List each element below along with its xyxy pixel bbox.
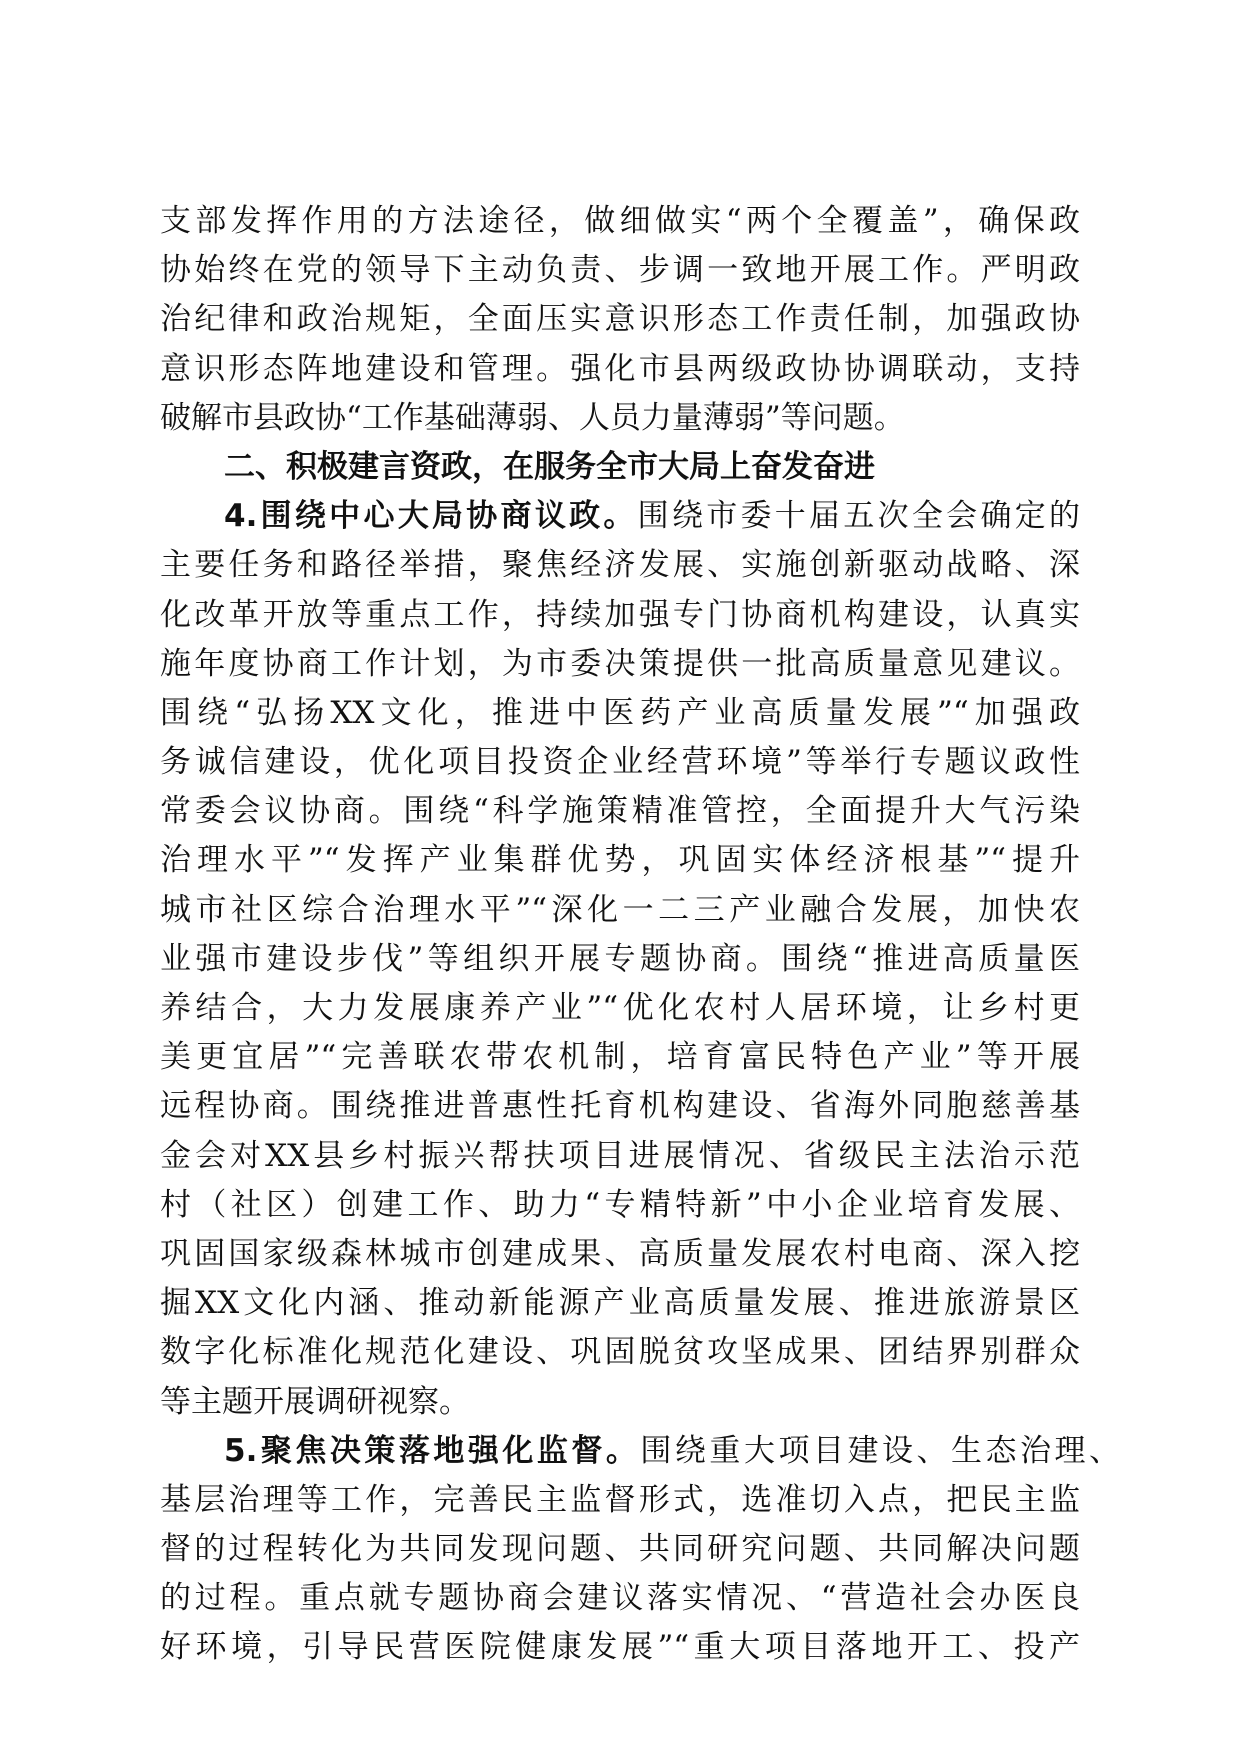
- item-4-first-line: 围绕市委十届五次全会确定的: [637, 498, 1080, 535]
- text-line: 的过程。重点就专题协商会建议落实情况、“营造社会办医良: [160, 1580, 1080, 1617]
- text-line: 基层治理等工作，完善民主监督形式，选准切入点，把民主监: [160, 1481, 1080, 1518]
- text-line: 掘XX文化内涵、推动新能源产业高质量发展、推进旅游景区: [160, 1285, 1080, 1322]
- text-line: 常委会议协商。围绕“科学施策精准管控，全面提升大气污染: [160, 793, 1080, 830]
- section-heading: 二、积极建言资政，在服务全市大局上奋发奋进: [224, 448, 875, 485]
- document-page: [160, 197, 1120, 1673]
- text-line: 数字化标准化规范化建设、巩固脱贫攻坚成果、团结界别群众: [160, 1334, 1080, 1371]
- text-line: 务诚信建设，优化项目投资企业经营环境”等举行专题议政性: [160, 744, 1080, 781]
- text-line: 远程协商。围绕推进普惠性托育机构建设、省海外同胞慈善基: [160, 1088, 1080, 1125]
- text-line: 意识形态阵地建设和管理。强化市县两级政协协调联动，支持: [160, 350, 1080, 387]
- text-line: 等主题开展调研视察。: [160, 1383, 470, 1420]
- text-line: [160, 1427, 1120, 1476]
- text-line: [160, 492, 1080, 541]
- text-line: 美更宜居”“完善联农带农机制，培育富民特色产业”等开展: [160, 1039, 1080, 1076]
- text-line: 治理水平”“发挥产业集群优势，巩固实体经济根基”“提升: [160, 842, 1080, 879]
- text-line: 巩固国家级森林城市创建成果、高质量发展农村电商、深入挖: [160, 1235, 1080, 1272]
- text-line: 村（社区）创建工作、助力“专精特新”中小企业培育发展、: [160, 1186, 1080, 1223]
- text-line: 化改革开放等重点工作，持续加强专门协商机构建设，认真实: [160, 596, 1080, 633]
- text-line: 主要任务和路径举措，聚焦经济发展、实施创新驱动战略、深: [160, 547, 1080, 584]
- text-line: 支部发挥作用的方法途径，做细做实“两个全覆盖”，确保政: [160, 203, 1080, 239]
- text-line: 治纪律和政治规矩，全面压实意识形态工作责任制，加强政协: [160, 301, 1080, 338]
- text-line: 破解市县政协“工作基础薄弱、人员力量薄弱”等问题。: [160, 399, 905, 436]
- text-line: 城市社区综合治理水平”“深化一二三产业融合发展，加快农: [160, 891, 1080, 928]
- text-line: 业强市建设步伐”等组织开展专题协商。围绕“推进高质量医: [160, 940, 1080, 977]
- text-line: 协始终在党的领导下主动负责、步调一致地开展工作。严明政: [160, 252, 1080, 289]
- text-line: 养结合，大力发展康养产业”“优化农村人居环境，让乡村更: [160, 990, 1080, 1026]
- paragraph-party-branch: [160, 197, 1080, 443]
- paragraph-item-5: [160, 1427, 1120, 1673]
- item-4-lead: 4.围绕中心大局协商议政。: [224, 498, 638, 535]
- text-line: 好环境，引导民营医院健康发展”“重大项目落地开工、投产: [160, 1629, 1080, 1666]
- text-line: 督的过程转化为共同发现问题、共同研究问题、共同解决问题: [160, 1531, 1080, 1568]
- item-5-lead: 5.聚焦决策落地强化监督。: [224, 1432, 641, 1469]
- text-line: 施年度协商工作计划，为市委决策提供一批高质量意见建议。: [160, 645, 1080, 682]
- text-line: 金会对XX县乡村振兴帮扶项目进展情况、省级民主法治示范: [160, 1137, 1080, 1174]
- paragraph-item-4: [160, 492, 1080, 1427]
- item-5-first-line: 围绕重大项目建设、生态治理、: [640, 1432, 1120, 1469]
- text-line: 围绕“弘扬XX文化，推进中医药产业高质量发展”“加强政: [160, 694, 1080, 731]
